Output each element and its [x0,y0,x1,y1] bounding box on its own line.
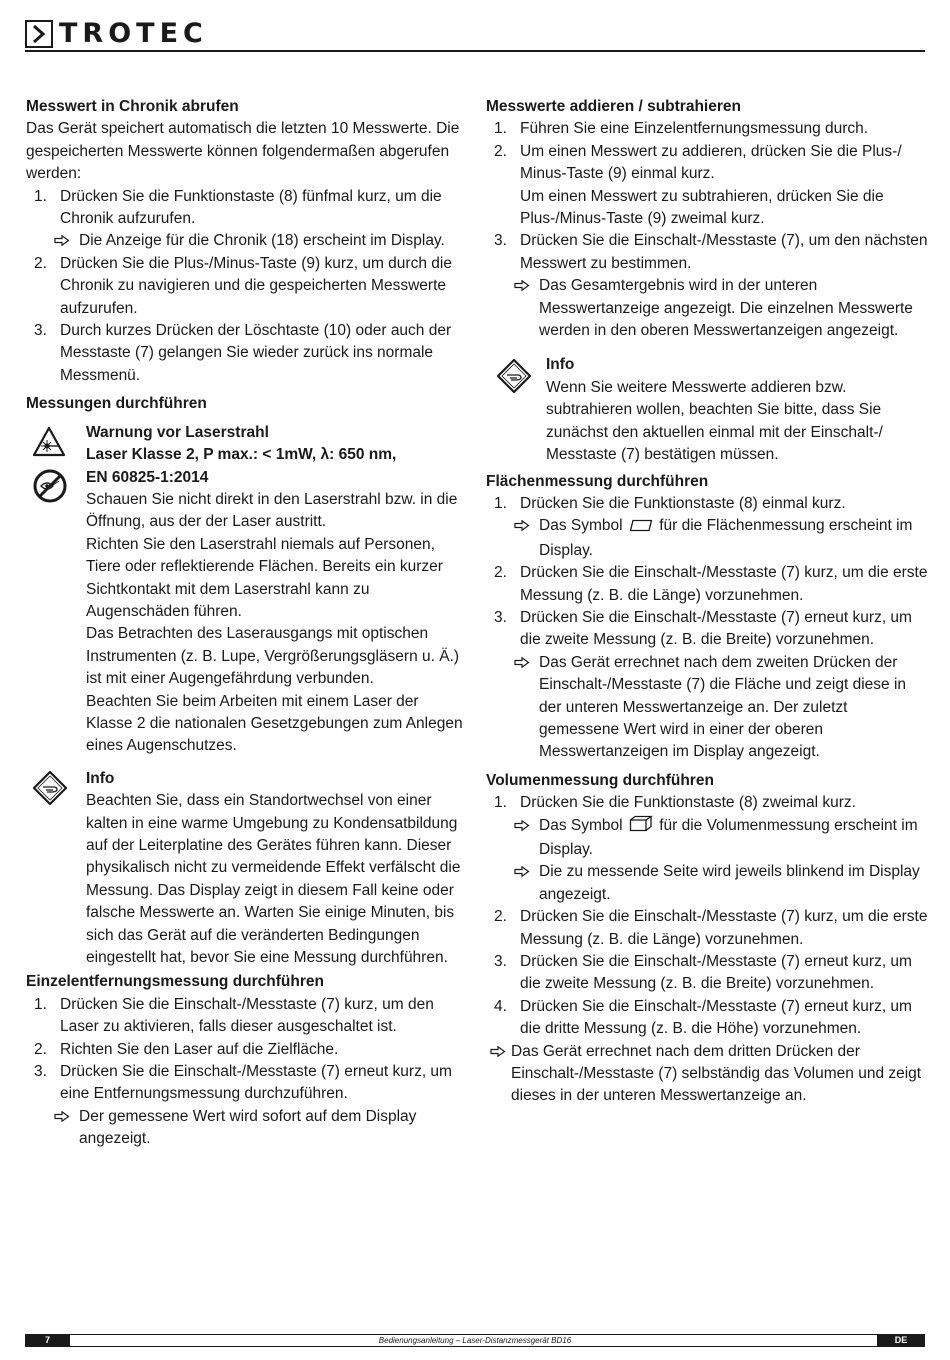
list-item: 2. Drücken Sie die Einschalt-/Messtaste (7) kurz, um die erste Messung (z. B. die Länge) vorzunehmen. [494,564,928,604]
result-arrow-icon [514,275,539,342]
info-title: Info [546,356,575,374]
list-item: 3. Drücken Sie die Einschalt-/Messtaste (7) erneut kurz, um eine Entfernungsmessung durchzuführen. [34,1063,452,1103]
warning-standard: EN 60825-1:2014 [86,468,209,486]
page-number: 7 [25,1334,70,1347]
no-look-into-laser-icon [32,468,68,511]
result-arrow-icon [514,652,539,764]
language-badge: DE [877,1334,925,1347]
result-arrow-icon [514,861,539,906]
list-item: 1. Drücken Sie die Funktionstaste (8) einmal kurz. [494,494,846,512]
result-arrow-icon [54,230,79,252]
area-symbol-icon [629,517,653,539]
result-item: Die Anzeige für die Chronik (18) erscheint im Display. [26,230,466,252]
list-item: 3. Drücken Sie die Einschalt-/Messtaste (7) erneut kurz, um die zweite Messung (z. B. die Breite) vorzunehmen. [494,953,912,993]
list-item: 2. Drücken Sie die Einschalt-/Messtaste (7) kurz, um die erste Messung (z. B. die Länge) vorzunehmen. [494,908,928,948]
result-arrow-icon [486,1041,511,1108]
result-item: Das Gerät errechnet nach dem dritten Drücken der Einschalt-/Messtaste (7) selbständig das Volumen und zeigt dieses in der unteren Messwertanzeige an. [486,1041,928,1108]
section-title: Einzelentfernungsmessung durchführen [26,973,324,991]
volume-symbol-icon [629,815,653,839]
section-title: Messwerte addieren / subtrahieren [486,98,741,115]
info-text: Beachten Sie, dass ein Standortwechsel von einer kalten in eine warme Umgebung zu Kondensatbildung auf der Leiterplatine des Gerätes führen kann. Dieser physikalisch nicht zu vermeidende Effekt verfälscht die Messung. Das Display zeigt in diesem Fall keine oder falsche Messwerte an. Warten Sie einige Minuten, bis sich das Gerät auf die veränderten Bedingungen eingestellt hat, bevor Sie eine Messung durchführen. [86,792,461,967]
result-item: Die zu messende Seite wird jeweils blinkend im Display angezeigt. [486,861,928,906]
result-item: Das Gesamtergebnis wird in der unteren Messwertanzeige angezeigt. Die einzelnen Messwerte werden in den oberen Messwertanzeigen angezeigt. [486,275,928,342]
list-item: 3. Durch kurzes Drücken der Löschtaste (10) oder auch der Messtaste (7) gelangen Sie wieder zurück ins normale Messmenü. [34,322,452,384]
laser-warning-callout [26,422,466,758]
paragraph: Um einen Messwert zu subtrahieren, drücken Sie die Plus-/Minus-Taste (9) zweimal kurz. [520,187,884,228]
result-item: Das Gerät errechnet nach dem zweiten Drücken der Einschalt-/Messtaste (7) die Fläche und zeigt diese in der unteren Messwertanzeige an. Der zuletzt gemessene Wert wird in einer der oberen Messwertanzeigen im Display angezeigt. [486,652,928,764]
list-item: 1. Drücken Sie die Funktionstaste (8) zweimal kurz. [494,794,856,812]
section-title: Messwert in Chronik abrufen [26,98,239,115]
list-item: 1. Führen Sie eine Einzelentfernungsmessung durch. [494,120,869,138]
list-item: 2. Um einen Messwert zu addieren, drücken Sie die Plus-/ Minus-Taste (9) einmal kurz. [494,142,902,183]
page-footer [25,1334,925,1347]
section-title: Volumenmessung durchführen [486,771,714,789]
result-item: Das Symbol für die Volumenmessung erscheint im Display. [486,815,928,862]
paragraph: Das Betrachten des Laserausgangs mit optischen Instrumenten (z. B. Lupe, Vergrößerungsgläsern u. Ä.) ist mit einer Augengefährdung verbunden. [86,625,460,688]
section-title: Messungen durchführen [26,395,207,413]
result-item: Das Symbol für die Flächenmessung erscheint im Display. [486,515,928,562]
warning-subtitle: Laser Klasse 2, P max.: < 1mW, λ: 650 nm, [86,446,397,464]
info-callout [26,768,466,970]
result-arrow-icon [514,815,539,862]
laser-warning-icon [32,426,66,464]
info-callout [486,354,928,466]
right-column [486,96,928,1108]
warning-title: Warnung vor Laserstrahl [86,423,269,441]
list-item: 3. Drücken Sie die Einschalt-/Messtaste (7) erneut kurz, um die zweite Messung (z. B. die Breite) vorzunehmen. [494,608,912,649]
result-arrow-icon [514,515,539,562]
footer-title: Bedienungsanleitung – Laser-Distanzmessgerät BD16 [378,1336,572,1345]
result-item: Der gemessene Wert wird sofort auf dem Display angezeigt. [26,1106,466,1151]
brand-logo [25,20,208,48]
chevron-right-icon [25,20,53,48]
info-hand-icon [496,358,532,401]
result-arrow-icon [54,1106,79,1151]
info-text: Wenn Sie weitere Messwerte addieren bzw. subtrahieren wollen, beachten Sie bitte, dass Sie zunächst den aktuellen einmal mit der Einschalt-/ Messtaste (7) bestätigen müssen. [546,378,883,464]
section-title: Flächenmessung durchführen [486,472,709,490]
info-hand-icon [32,770,68,813]
list-item: 4. Drücken Sie die Einschalt-/Messtaste (7) erneut kurz, um die dritte Messung (z. B. die Höhe) vorzunehmen. [494,997,912,1038]
list-item: 2. Richten Sie den Laser auf die Zielfläche. [34,1040,339,1058]
paragraph: Das Gerät speichert automatisch die letzten 10 Messwerte. Die gespeicherten Messwerte können folgendermaßen abgerufen werden: [26,120,460,183]
paragraph: Beachten Sie beim Arbeiten mit einem Laser der Klasse 2 die nationalen Gesetzgebungen zum Anlegen eines Augenschutzes. [86,692,463,755]
list-item: 1. Drücken Sie die Einschalt-/Messtaste (7) kurz, um den Laser zu aktivieren, falls dieser ausgeschaltet ist. [34,995,434,1036]
list-item: 1. Drücken Sie die Funktionstaste (8) fünfmal kurz, um die Chronik aufzurufen. [34,187,442,228]
list-item: 3. Drücken Sie die Einschalt-/Messtaste (7), um den nächsten Messwert zu bestimmen. [494,232,928,272]
page-header [25,18,925,58]
left-column [26,96,466,1151]
brand-name: TROTEC [59,18,208,49]
paragraph: Richten Sie den Laserstrahl niemals auf Personen, Tiere oder reflektierende Flächen. Bereits ein kurzer Sichtkontakt mit dem Laserstrahl kann zu Augenschäden führen. [86,535,443,620]
info-title: Info [86,769,115,787]
paragraph: Schauen Sie nicht direkt in den Laserstrahl bzw. in die Öffnung, aus der der Laser austritt. [86,490,458,531]
list-item: 2. Drücken Sie die Plus-/Minus-Taste (9) kurz, um durch die Chronik zu navigieren und die gespeicherten Messwerte aufzurufen. [34,254,452,317]
header-divider [25,50,925,52]
